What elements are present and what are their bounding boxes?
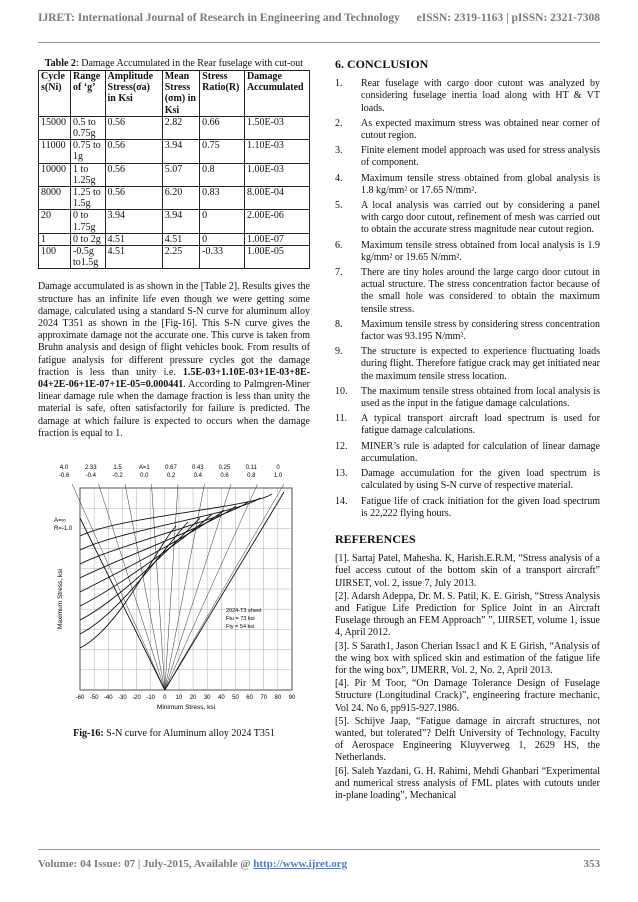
damage-table	[38, 70, 310, 269]
conclusion-item	[335, 267, 600, 316]
table-cell: 1.10E-03	[244, 140, 309, 163]
page-header	[0, 12, 638, 32]
top-tick-label: 0	[276, 465, 280, 472]
conclusion-text: As expected maximum stress was obtained near corner of cutout region.	[361, 117, 600, 142]
table-row	[39, 233, 310, 245]
conclusion-number: 12.	[335, 440, 348, 452]
top-tick-label: 0.11	[245, 465, 257, 472]
top-tick-label-2: 1.0	[273, 473, 283, 480]
table-cell: 0.56	[105, 116, 162, 139]
conclusion-number: 6.	[335, 239, 343, 251]
top-tick-label: 2.33	[84, 465, 97, 472]
conclusion-number: 13.	[335, 468, 348, 480]
table-cell: 1.00E-07	[244, 233, 309, 245]
x-tick-label: -40	[103, 695, 113, 702]
x-axis-label: Minimum Stress, ksi	[156, 704, 216, 712]
top-tick-label-2: 0.0	[140, 473, 149, 480]
table-cell: 0.83	[200, 187, 245, 210]
top-tick-label: A=1	[138, 465, 150, 472]
x-tick-label: 90	[288, 695, 296, 702]
table-cell: 4.51	[105, 233, 162, 245]
table-cell: 0 to 2g	[71, 233, 106, 245]
conclusion-text: Maximum tensile stress by considering stress concentration factor was 93.195 N/mm².	[361, 318, 600, 343]
table-row	[39, 246, 310, 269]
conclusion-number: 1.	[335, 78, 343, 90]
x-tick-label: 70	[260, 695, 268, 702]
table-cell: 0.56	[105, 140, 162, 163]
x-tick-label: 10	[175, 695, 183, 702]
conclusion-item	[335, 319, 600, 343]
table-cell: 0.56	[105, 163, 162, 186]
conclusion-item	[335, 441, 600, 465]
conclusion-item	[335, 346, 600, 383]
conclusion-text: A typical transport aircraft load spectrum is used for fatigue damage calculations.	[361, 413, 600, 437]
table-cell: 1.00E-03	[244, 163, 309, 186]
table-cell: 11000	[39, 140, 71, 163]
table-cell: 1.25 to 1.5g	[71, 187, 106, 210]
y-axis-label: Maximum Stress, ksi	[57, 569, 64, 630]
footer-volume: Volume: 04 Issue: 07 | July-2015, Available @	[38, 858, 254, 870]
legend-entry: Ftu = 73 ksi	[226, 616, 255, 623]
conclusion-item	[335, 145, 600, 169]
top-tick-label-2: 0.4	[193, 473, 202, 480]
journal-title: IJRET: International Journal of Research in Engineering and Technology	[38, 12, 400, 24]
page-number: 353	[583, 858, 600, 870]
top-tick-label-2: 0.2	[166, 473, 176, 480]
table-header-cell: Cycle s(Ni)	[39, 71, 71, 117]
top-tick-label: 4.0	[59, 465, 69, 472]
legend-entry: 2024-T3 sheet	[226, 608, 262, 615]
right-column	[335, 58, 600, 803]
conclusion-number: 2.	[335, 117, 343, 129]
top-tick-label-2: -0.2	[112, 473, 123, 480]
reference-item: [6]. Saleh Yazdani, G. H. Rahimi, Mehdi Ghanbari “Experimental and numerical stress analysis of FML plates with cutouts under in-plane loading”, Mechanical	[335, 765, 600, 801]
top-tick-label-2: -0.6	[58, 473, 70, 480]
table-cell: 1.50E-03	[244, 116, 309, 139]
sn-figure	[38, 460, 310, 740]
conclusion-number: 4.	[335, 172, 343, 184]
conclusion-text: Maximum tensile stress obtained from local analysis is 1.9 kg/mm² or 19.65 N/mm².	[361, 239, 600, 263]
conclusion-item	[335, 496, 600, 520]
conclusion-list	[335, 78, 600, 520]
x-tick-label: -60	[75, 695, 85, 702]
conclusion-text: MINER’s rule is adapted for calculation of linear damage accumulation.	[361, 440, 600, 464]
damage-formula: 1.5E-03+1.10E-03+1E-03+8E-04+2E-06+1E-07+1E-05=0.000441	[38, 366, 310, 391]
table-cell: 3.94	[105, 210, 162, 233]
conclusion-number: 9.	[335, 346, 343, 358]
conclusion-text: There are tiny holes around the large cargo door cutout in actual structure. The stress concentration factor because of the small hole was considered to obtain the maximum tensile stress.	[361, 267, 600, 315]
table-cell: 0 to 1.75g	[71, 210, 106, 233]
conclusion-text: A local analysis was carried out by considering a panel with cargo door cutout, refinement of mesh was carried out to obtain the accurate stress magnitude near cutout region.	[361, 200, 600, 236]
conclusion-text: Rear fuselage with cargo door cutout was analyzed by considering fuselage inertia load along with HT & VT loads.	[361, 78, 600, 114]
conclusion-text: Damage accumulation for the given load spectrum is calculated by using S-N curve of respective material.	[361, 468, 600, 492]
table-cell: 2.25	[162, 246, 199, 269]
table-header-cell: Amplitude Stress(σa) in Ksi	[105, 71, 162, 117]
table-row	[39, 163, 310, 186]
left-column	[38, 58, 310, 740]
table-cell: 5.07	[162, 163, 199, 186]
references-heading: REFERENCES	[335, 531, 416, 546]
top-tick-label: 1.5	[113, 465, 122, 472]
conclusion-item	[335, 413, 600, 437]
table-cell: 2.82	[162, 116, 199, 139]
reference-item: [1]. Sartaj Patel, Mahesha. K, Harish.E.R.M, “Stress analysis of a fuel access cutout of the bottom skin of a transport aircraft” IJIRSET, vol. 2, issue 7, July 2013.	[335, 553, 600, 589]
conclusion-heading: 6. CONCLUSION	[335, 57, 429, 71]
conclusion-item	[335, 468, 600, 492]
table-cell: 0.75	[200, 140, 245, 163]
journal-link[interactable]: http://www.ijret.org	[253, 858, 348, 870]
x-tick-label: 0	[163, 695, 167, 702]
conclusion-text: Maximum tensile stress obtained from global analysis is 1.8 kg/mm² or 17.65 N/mm².	[361, 172, 600, 196]
table-cell: 3.94	[162, 210, 199, 233]
conclusion-number: 11.	[335, 413, 348, 425]
table-cell: 0.56	[105, 187, 162, 210]
table-header-cell: Mean Stress (σm) in Ksi	[162, 71, 199, 117]
conclusion-text: Finite element model approach was used for stress analysis of component.	[361, 145, 600, 169]
table-cell: 8.00E-04	[244, 187, 309, 210]
x-tick-label: -10	[146, 695, 156, 702]
table-row	[39, 116, 310, 139]
table-cell: 4.51	[105, 246, 162, 269]
table-cell: 0.5 to 0.75g	[71, 116, 106, 139]
issn: eISSN: 2319-1163 | pISSN: 2321-7308	[416, 12, 600, 24]
table-cell: -0.5g to1.5g	[71, 246, 106, 269]
conclusion-item	[335, 240, 600, 264]
x-tick-label: 80	[274, 695, 282, 702]
reference-item: [2]. Adarsh Adeppa, Dr. M. S. Patil, K. E. Girish, “Stress Analysis and Fatigue Life Prediction for Splice Joint in an Aircraft Fuselage through an FEM Approach” ”, IJIRSET, volume 1, issue 4, April 2012.	[335, 590, 600, 639]
conclusion-number: 7.	[335, 267, 343, 279]
table-cell: 3.94	[162, 140, 199, 163]
x-tick-label: 50	[232, 695, 239, 702]
x-tick-label: -50	[89, 695, 99, 702]
conclusion-text: The structure is expected to experience fluctuating loads during flight. Therefore fatigue crack may get initiated near the maximum tensile stress location.	[361, 346, 600, 382]
conclusion-item	[335, 78, 600, 115]
x-tick-label: 20	[189, 695, 197, 702]
conclusion-text: Fatigue life of crack initiation for the given load spectrum is 22,222 flying hours.	[361, 495, 600, 519]
top-tick-label: 0.43	[191, 465, 204, 472]
table-cell: 1	[39, 233, 71, 245]
conclusion-item	[335, 118, 600, 142]
table-row	[39, 140, 310, 163]
table-cell: 20	[39, 210, 71, 233]
table-cell: 2.00E-06	[244, 210, 309, 233]
table-cell: 1 to 1.25g	[71, 163, 106, 186]
conclusion-item	[335, 173, 600, 197]
reference-item: [3]. S Sarath1, Jason Cherian Issac1 and K E Girish, “Analysis of the wing box with spliced skin and estimation of the fatigue life for the wing box”, IJMERR, Vol. 2, No. 2, April 2013.	[335, 640, 600, 676]
top-tick-label: 0.25	[218, 465, 231, 472]
conclusion-number: 14.	[335, 495, 348, 507]
top-tick-label-2: 0.8	[247, 473, 256, 480]
legend-entry: Fty = 54 ksi	[226, 624, 255, 631]
x-tick-label: -20	[132, 695, 141, 702]
top-tick-label: 0.67	[165, 465, 177, 472]
table-cell: 4.51	[162, 233, 199, 245]
x-tick-label: 30	[203, 695, 211, 702]
conclusion-number: 3.	[335, 145, 343, 157]
references-list	[335, 553, 600, 802]
top-tick-label-2: -0.4	[85, 473, 96, 480]
conclusion-number: 10.	[335, 385, 348, 397]
header-rule	[38, 42, 600, 43]
sn-curve-chart	[52, 460, 300, 722]
table-row	[39, 187, 310, 210]
x-tick-label: 40	[217, 695, 225, 702]
table-cell: 0.8	[200, 163, 245, 186]
table-header-cell: Stress Ratio(R)	[200, 71, 245, 117]
reference-item: [4]. Pir M Toor, “On Damage Tolerance Design of Fuselage Structure (Longitudinal Crack)”, engineering fracture mechanic, Vol 24. No 6, pp915-927.1986.	[335, 678, 600, 714]
table-row	[39, 210, 310, 233]
table-cell: 0.66	[200, 116, 245, 139]
x-tick-label: 60	[246, 695, 253, 702]
table-cell: 100	[39, 246, 71, 269]
conclusion-item	[335, 386, 600, 410]
table-header-cell: Damage Accumulated	[244, 71, 309, 117]
table-cell: 8000	[39, 187, 71, 210]
table-header-cell: Range of ‘g’	[71, 71, 106, 117]
conclusion-item	[335, 200, 600, 237]
table-cell: 10000	[39, 163, 71, 186]
footer-rule	[38, 849, 600, 850]
table-cell: 6.20	[162, 187, 199, 210]
x-tick-label: -30	[118, 695, 127, 702]
table-cell: 15000	[39, 116, 71, 139]
conclusion-number: 5.	[335, 200, 343, 212]
table-cell: 0	[200, 233, 245, 245]
conclusion-text: The maximum tensile stress obtained from local analysis is used as the input in the fatigue damage calculations.	[361, 385, 600, 410]
conclusion-number: 8.	[335, 318, 343, 330]
table-cell: -0.33	[200, 246, 245, 269]
side-label-a: A=∞	[54, 518, 66, 525]
table-cell: 0.75 to 1g	[71, 140, 106, 163]
side-label-r: R=-1.0	[54, 526, 73, 533]
top-tick-label-2: 0.6	[220, 473, 229, 480]
reference-item: [5]. Schijve Jaap, “Fatigue damage in aircraft structures, not wanted, but tolerated”? Delft University of Technology, Faculty of Aerospace Engineering Kluyverweg 1, 2629 HS, the Netherlands.	[335, 715, 600, 764]
figure-caption: Fig-16: S-N curve for Aluminum alloy 2024 T351	[73, 728, 275, 740]
table-cell: 1.00E-05	[244, 246, 309, 269]
table-caption: Table 2: Damage Accumulated in the Rear fuselage with cut-out	[44, 58, 304, 69]
damage-paragraph: Damage accumulated is as shown in the [Table 2]. Results gives the structure has an infinite life even though we were getting some damage, calculated using a standard S-N curve for aluminum alloy 2024 T351 as shown in the [Fig-16]. This S-N curve gives the approximate damage not the accurate one. This curve is taken from Bruhn analysis and design of flight vehicles book. From results of fatigue analysis for different pressure cycles got the damage fraction is less than unity i.e. 1.5E-03+1.10E-03+1E-03+8E-04+2E-06+1E-07+1E-05=0.000441. According to Palmgren-Miner linear damage rule when the damage fraction is less than unity the material is safe, often satisfactorily for failure is predicted. The damage at which failure is expected to occurs when the damage fraction is equal to 1.	[38, 281, 310, 439]
table-cell: 0	[200, 210, 245, 233]
